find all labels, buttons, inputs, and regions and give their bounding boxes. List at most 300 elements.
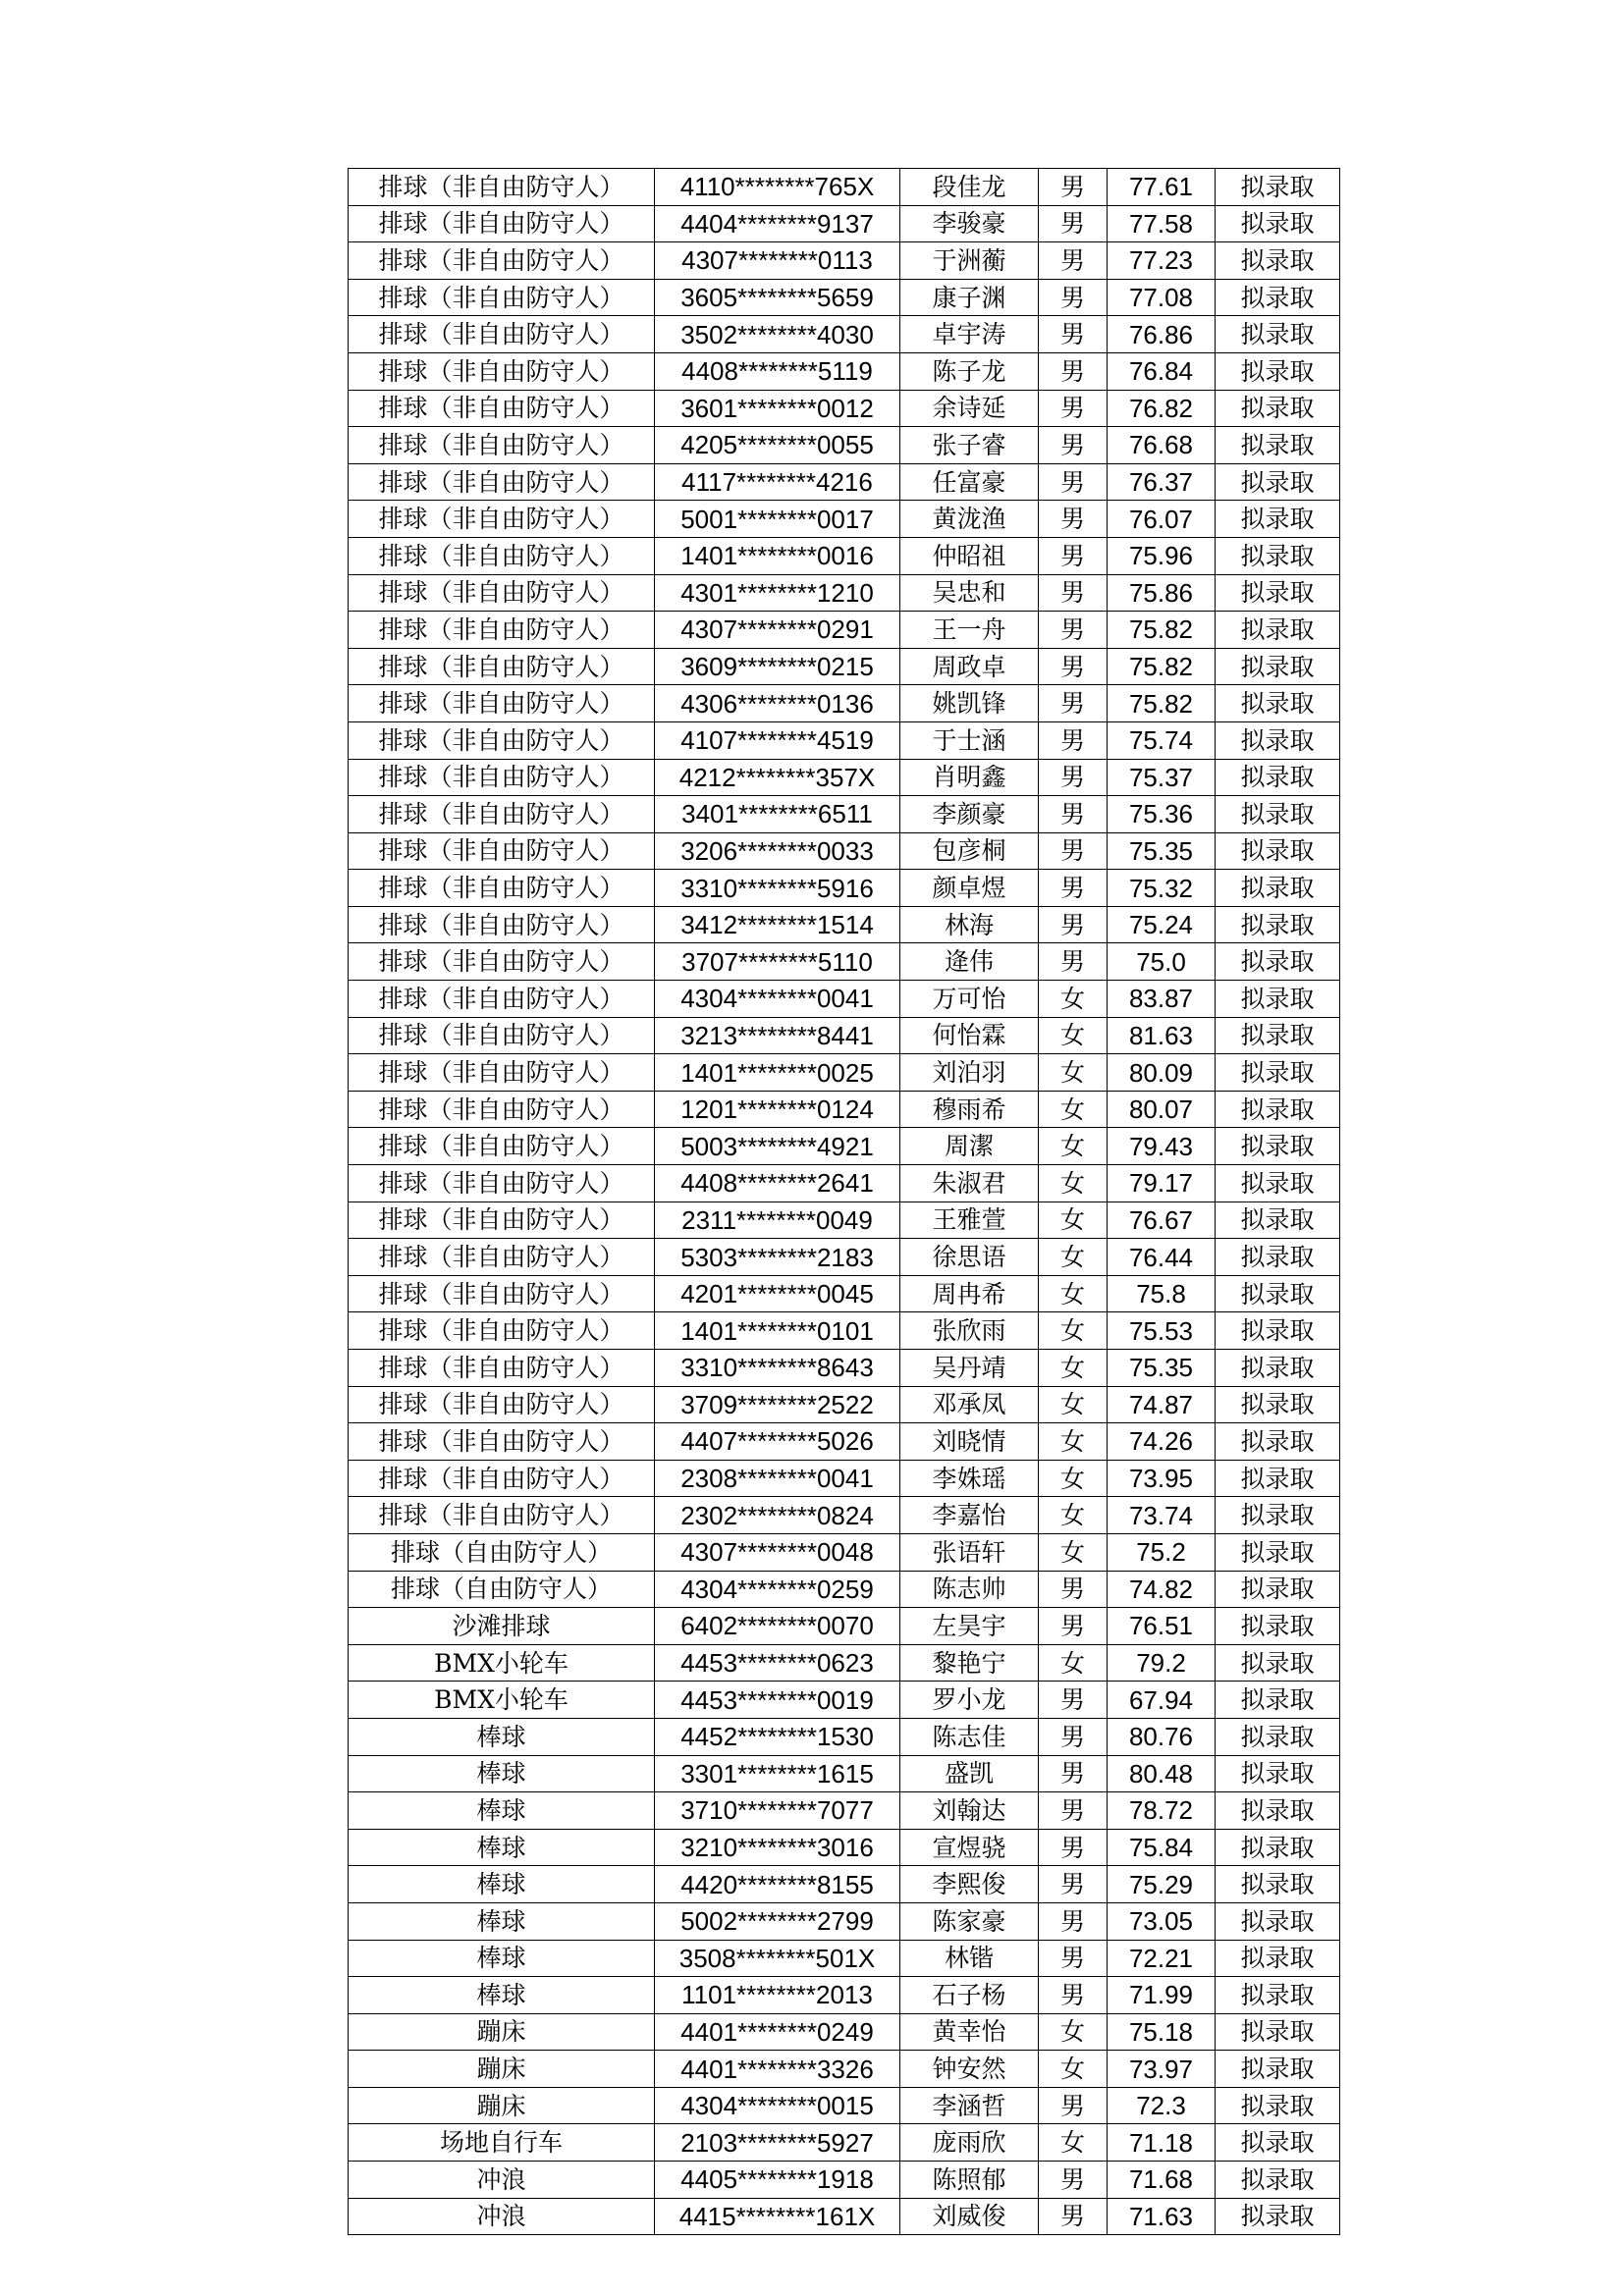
gender-cell: 男: [1039, 316, 1108, 353]
sport-cell: 排球（非自由防守人）: [349, 943, 655, 981]
table-row: [349, 1165, 1340, 1202]
score-cell: 74.82: [1108, 1571, 1216, 1608]
score-cell: 75.35: [1108, 832, 1216, 870]
table-row: [349, 1312, 1340, 1350]
score-cell: 75.18: [1108, 2013, 1216, 2051]
score-cell: 71.18: [1108, 2124, 1216, 2162]
score-cell: 77.58: [1108, 205, 1216, 242]
table-row: [349, 1755, 1340, 1792]
status-cell: 拟录取: [1216, 1054, 1340, 1092]
table-row: [349, 2162, 1340, 2199]
table-row: [349, 1571, 1340, 1608]
score-cell: 74.26: [1108, 1423, 1216, 1461]
name-cell: 于士涵: [900, 721, 1039, 759]
sport-cell: 棒球: [349, 1902, 655, 1940]
score-cell: 80.48: [1108, 1755, 1216, 1792]
status-cell: 拟录取: [1216, 1312, 1340, 1350]
gender-cell: 男: [1039, 2198, 1108, 2235]
score-cell: 73.05: [1108, 1902, 1216, 1940]
gender-cell: 女: [1039, 1128, 1108, 1165]
status-cell: 拟录取: [1216, 390, 1340, 427]
score-cell: 78.72: [1108, 1792, 1216, 1830]
table-row: [349, 685, 1340, 722]
status-cell: 拟录取: [1216, 943, 1340, 981]
score-cell: 79.2: [1108, 1644, 1216, 1682]
gender-cell: 男: [1039, 537, 1108, 574]
name-cell: 宣煜骁: [900, 1829, 1039, 1866]
name-cell: 万可怡: [900, 981, 1039, 1018]
sport-cell: 排球（非自由防守人）: [349, 1239, 655, 1276]
status-cell: 拟录取: [1216, 169, 1340, 206]
gender-cell: 男: [1039, 1608, 1108, 1645]
id-number-cell: 3707********5110: [655, 943, 900, 981]
name-cell: 李姝瑶: [900, 1460, 1039, 1497]
table-row: [349, 832, 1340, 870]
score-cell: 75.36: [1108, 796, 1216, 833]
sport-cell: 棒球: [349, 1940, 655, 1977]
score-cell: 75.35: [1108, 1350, 1216, 1387]
name-cell: 林海: [900, 906, 1039, 943]
id-number-cell: 5001********0017: [655, 501, 900, 538]
id-number-cell: 1101********2013: [655, 1977, 900, 2014]
table-row: [349, 721, 1340, 759]
table-row: [349, 574, 1340, 612]
table-row: [349, 427, 1340, 464]
status-cell: 拟录取: [1216, 1718, 1340, 1755]
id-number-cell: 3401********6511: [655, 796, 900, 833]
gender-cell: 男: [1039, 1571, 1108, 1608]
table-row: [349, 242, 1340, 280]
status-cell: 拟录取: [1216, 352, 1340, 390]
gender-cell: 男: [1039, 1977, 1108, 2014]
status-cell: 拟录取: [1216, 1571, 1340, 1608]
id-number-cell: 3601********0012: [655, 390, 900, 427]
status-cell: 拟录取: [1216, 1460, 1340, 1497]
score-cell: 76.82: [1108, 390, 1216, 427]
status-cell: 拟录取: [1216, 1165, 1340, 1202]
table-row: [349, 390, 1340, 427]
sport-cell: 排球（非自由防守人）: [349, 612, 655, 649]
status-cell: 拟录取: [1216, 1644, 1340, 1682]
sport-cell: 排球（非自由防守人）: [349, 648, 655, 685]
name-cell: 吴忠和: [900, 574, 1039, 612]
sport-cell: 蹦床: [349, 2087, 655, 2124]
id-number-cell: 4407********5026: [655, 1423, 900, 1461]
sport-cell: 排球（非自由防守人）: [349, 537, 655, 574]
status-cell: 拟录取: [1216, 832, 1340, 870]
score-cell: 77.08: [1108, 279, 1216, 316]
score-cell: 75.84: [1108, 1829, 1216, 1866]
id-number-cell: 4107********4519: [655, 721, 900, 759]
status-cell: 拟录取: [1216, 1497, 1340, 1534]
id-number-cell: 4205********0055: [655, 427, 900, 464]
score-cell: 76.68: [1108, 427, 1216, 464]
sport-cell: 排球（非自由防守人）: [349, 242, 655, 280]
score-cell: 75.32: [1108, 870, 1216, 907]
status-cell: 拟录取: [1216, 1533, 1340, 1571]
gender-cell: 男: [1039, 1792, 1108, 1830]
status-cell: 拟录取: [1216, 316, 1340, 353]
table-row: [349, 279, 1340, 316]
score-cell: 75.37: [1108, 759, 1216, 796]
score-cell: 75.74: [1108, 721, 1216, 759]
table-row: [349, 1275, 1340, 1312]
table-row: [349, 1460, 1340, 1497]
status-cell: 拟录取: [1216, 648, 1340, 685]
gender-cell: 女: [1039, 2013, 1108, 2051]
status-cell: 拟录取: [1216, 1608, 1340, 1645]
sport-cell: 排球（非自由防守人）: [349, 1460, 655, 1497]
status-cell: 拟录取: [1216, 1682, 1340, 1719]
score-cell: 72.21: [1108, 1940, 1216, 1977]
gender-cell: 女: [1039, 1017, 1108, 1054]
status-cell: 拟录取: [1216, 981, 1340, 1018]
sport-cell: 排球（非自由防守人）: [349, 279, 655, 316]
table-row: [349, 1350, 1340, 1387]
gender-cell: 男: [1039, 685, 1108, 722]
name-cell: 左昊宇: [900, 1608, 1039, 1645]
name-cell: 何怡霖: [900, 1017, 1039, 1054]
id-number-cell: 4401********3326: [655, 2051, 900, 2088]
table-row: [349, 1866, 1340, 1903]
status-cell: 拟录取: [1216, 205, 1340, 242]
sport-cell: 排球（非自由防守人）: [349, 1497, 655, 1534]
table-row: [349, 612, 1340, 649]
status-cell: 拟录取: [1216, 1350, 1340, 1387]
sport-cell: 排球（非自由防守人）: [349, 169, 655, 206]
table-row: [349, 2198, 1340, 2235]
sport-cell: 排球（非自由防守人）: [349, 316, 655, 353]
table-row: [349, 1792, 1340, 1830]
table-row: [349, 1533, 1340, 1571]
gender-cell: 女: [1039, 1091, 1108, 1128]
id-number-cell: 2103********5927: [655, 2124, 900, 2162]
id-number-cell: 3605********5659: [655, 279, 900, 316]
sport-cell: 冲浪: [349, 2162, 655, 2199]
sport-cell: 棒球: [349, 1755, 655, 1792]
id-number-cell: 5002********2799: [655, 1902, 900, 1940]
sport-cell: 排球（非自由防守人）: [349, 1128, 655, 1165]
sport-cell: 排球（非自由防守人）: [349, 1054, 655, 1092]
score-cell: 80.07: [1108, 1091, 1216, 1128]
name-cell: 钟安然: [900, 2051, 1039, 2088]
table-row: [349, 2051, 1340, 2088]
name-cell: 吴丹靖: [900, 1350, 1039, 1387]
score-cell: 71.63: [1108, 2198, 1216, 2235]
status-cell: 拟录取: [1216, 685, 1340, 722]
id-number-cell: 4415********161X: [655, 2198, 900, 2235]
score-cell: 79.43: [1108, 1128, 1216, 1165]
status-cell: 拟录取: [1216, 1940, 1340, 1977]
sport-cell: 排球（非自由防守人）: [349, 1386, 655, 1423]
table-row: [349, 1054, 1340, 1092]
gender-cell: 男: [1039, 1902, 1108, 1940]
table-row: [349, 537, 1340, 574]
status-cell: 拟录取: [1216, 870, 1340, 907]
name-cell: 林锴: [900, 1940, 1039, 1977]
gender-cell: 男: [1039, 463, 1108, 501]
sport-cell: 棒球: [349, 1718, 655, 1755]
score-cell: 74.87: [1108, 1386, 1216, 1423]
score-cell: 75.2: [1108, 1533, 1216, 1571]
gender-cell: 男: [1039, 1940, 1108, 1977]
status-cell: 拟录取: [1216, 1239, 1340, 1276]
sport-cell: 棒球: [349, 1829, 655, 1866]
status-cell: 拟录取: [1216, 759, 1340, 796]
id-number-cell: 3301********1615: [655, 1755, 900, 1792]
score-cell: 76.07: [1108, 501, 1216, 538]
sport-cell: 排球（非自由防守人）: [349, 759, 655, 796]
status-cell: 拟录取: [1216, 2198, 1340, 2235]
name-cell: 石子杨: [900, 1977, 1039, 2014]
id-number-cell: 3709********2522: [655, 1386, 900, 1423]
sport-cell: 排球（非自由防守人）: [349, 352, 655, 390]
id-number-cell: 4306********0136: [655, 685, 900, 722]
id-number-cell: 3710********7077: [655, 1792, 900, 1830]
sport-cell: 排球（非自由防守人）: [349, 1091, 655, 1128]
sport-cell: 排球（非自由防守人）: [349, 1350, 655, 1387]
table-row: [349, 1386, 1340, 1423]
id-number-cell: 2302********0824: [655, 1497, 900, 1534]
table-row: [349, 2013, 1340, 2051]
id-number-cell: 4408********5119: [655, 352, 900, 390]
table-row: [349, 1608, 1340, 1645]
score-cell: 73.74: [1108, 1497, 1216, 1534]
name-cell: 邓承凤: [900, 1386, 1039, 1423]
status-cell: 拟录取: [1216, 1091, 1340, 1128]
id-number-cell: 4453********0623: [655, 1644, 900, 1682]
gender-cell: 男: [1039, 1755, 1108, 1792]
name-cell: 刘泊羽: [900, 1054, 1039, 1092]
name-cell: 陈志佳: [900, 1718, 1039, 1755]
gender-cell: 女: [1039, 981, 1108, 1018]
id-number-cell: 4405********1918: [655, 2162, 900, 2199]
status-cell: 拟录取: [1216, 1792, 1340, 1830]
gender-cell: 男: [1039, 2087, 1108, 2124]
score-cell: 75.82: [1108, 648, 1216, 685]
id-number-cell: 2308********0041: [655, 1460, 900, 1497]
name-cell: 肖明鑫: [900, 759, 1039, 796]
gender-cell: 男: [1039, 796, 1108, 833]
name-cell: 段佳龙: [900, 169, 1039, 206]
id-number-cell: 3609********0215: [655, 648, 900, 685]
gender-cell: 女: [1039, 1644, 1108, 1682]
score-cell: 83.87: [1108, 981, 1216, 1018]
status-cell: 拟录取: [1216, 1275, 1340, 1312]
score-cell: 81.63: [1108, 1017, 1216, 1054]
sport-cell: 排球（非自由防守人）: [349, 1017, 655, 1054]
gender-cell: 男: [1039, 1718, 1108, 1755]
name-cell: 余诗延: [900, 390, 1039, 427]
gender-cell: 男: [1039, 648, 1108, 685]
status-cell: 拟录取: [1216, 906, 1340, 943]
id-number-cell: 3412********1514: [655, 906, 900, 943]
status-cell: 拟录取: [1216, 1423, 1340, 1461]
score-cell: 77.61: [1108, 169, 1216, 206]
table-row: [349, 1682, 1340, 1719]
name-cell: 卓宇涛: [900, 316, 1039, 353]
sport-cell: 排球（非自由防守人）: [349, 1423, 655, 1461]
name-cell: 陈照郁: [900, 2162, 1039, 2199]
name-cell: 李涵哲: [900, 2087, 1039, 2124]
score-cell: 75.53: [1108, 1312, 1216, 1350]
score-cell: 73.95: [1108, 1460, 1216, 1497]
id-number-cell: 4404********9137: [655, 205, 900, 242]
gender-cell: 女: [1039, 1423, 1108, 1461]
name-cell: 周潔: [900, 1128, 1039, 1165]
gender-cell: 男: [1039, 574, 1108, 612]
gender-cell: 女: [1039, 1533, 1108, 1571]
gender-cell: 男: [1039, 906, 1108, 943]
table-row: [349, 1017, 1340, 1054]
table-row: [349, 205, 1340, 242]
name-cell: 刘威俊: [900, 2198, 1039, 2235]
gender-cell: 男: [1039, 1829, 1108, 1866]
id-number-cell: 4307********0113: [655, 242, 900, 280]
gender-cell: 女: [1039, 1350, 1108, 1387]
status-cell: 拟录取: [1216, 2124, 1340, 2162]
sport-cell: 排球（自由防守人）: [349, 1571, 655, 1608]
table-row: [349, 1902, 1340, 1940]
gender-cell: 男: [1039, 1866, 1108, 1903]
id-number-cell: 3210********3016: [655, 1829, 900, 1866]
name-cell: 李熙俊: [900, 1866, 1039, 1903]
id-number-cell: 2311********0049: [655, 1201, 900, 1239]
sport-cell: 排球（非自由防守人）: [349, 796, 655, 833]
status-cell: 拟录取: [1216, 1902, 1340, 1940]
name-cell: 周政卓: [900, 648, 1039, 685]
id-number-cell: 1401********0025: [655, 1054, 900, 1092]
status-cell: 拟录取: [1216, 1866, 1340, 1903]
sport-cell: 排球（非自由防守人）: [349, 427, 655, 464]
id-number-cell: 4453********0019: [655, 1682, 900, 1719]
name-cell: 王一舟: [900, 612, 1039, 649]
sport-cell: 棒球: [349, 1977, 655, 2014]
id-number-cell: 3310********8643: [655, 1350, 900, 1387]
id-number-cell: 3502********4030: [655, 316, 900, 353]
id-number-cell: 5003********4921: [655, 1128, 900, 1165]
gender-cell: 女: [1039, 1275, 1108, 1312]
score-cell: 71.99: [1108, 1977, 1216, 2014]
sport-cell: BMX小轮车: [349, 1682, 655, 1719]
id-number-cell: 5303********2183: [655, 1239, 900, 1276]
id-number-cell: 4307********0048: [655, 1533, 900, 1571]
id-number-cell: 4304********0259: [655, 1571, 900, 1608]
score-cell: 76.67: [1108, 1201, 1216, 1239]
name-cell: 黄泷渔: [900, 501, 1039, 538]
status-cell: 拟录取: [1216, 796, 1340, 833]
table-row: [349, 316, 1340, 353]
gender-cell: 女: [1039, 2051, 1108, 2088]
name-cell: 王雅萱: [900, 1201, 1039, 1239]
sport-cell: 排球（非自由防守人）: [349, 390, 655, 427]
gender-cell: 男: [1039, 169, 1108, 206]
status-cell: 拟录取: [1216, 1386, 1340, 1423]
sport-cell: 排球（非自由防守人）: [349, 205, 655, 242]
name-cell: 朱淑君: [900, 1165, 1039, 1202]
table-row: [349, 501, 1340, 538]
name-cell: 于洲蘅: [900, 242, 1039, 280]
name-cell: 李颜豪: [900, 796, 1039, 833]
score-cell: 79.17: [1108, 1165, 1216, 1202]
table-row: [349, 2087, 1340, 2124]
score-cell: 76.51: [1108, 1608, 1216, 1645]
id-number-cell: 4307********0291: [655, 612, 900, 649]
sport-cell: 排球（自由防守人）: [349, 1533, 655, 1571]
score-cell: 75.24: [1108, 906, 1216, 943]
gender-cell: 女: [1039, 1201, 1108, 1239]
name-cell: 李嘉怡: [900, 1497, 1039, 1534]
table-row: [349, 648, 1340, 685]
score-cell: 72.3: [1108, 2087, 1216, 2124]
sport-cell: 排球（非自由防守人）: [349, 870, 655, 907]
status-cell: 拟录取: [1216, 2013, 1340, 2051]
id-number-cell: 1201********0124: [655, 1091, 900, 1128]
score-cell: 76.44: [1108, 1239, 1216, 1276]
score-cell: 71.68: [1108, 2162, 1216, 2199]
name-cell: 黎艳宁: [900, 1644, 1039, 1682]
gender-cell: 男: [1039, 390, 1108, 427]
status-cell: 拟录取: [1216, 574, 1340, 612]
id-number-cell: 4212********357X: [655, 759, 900, 796]
gender-cell: 男: [1039, 242, 1108, 280]
gender-cell: 男: [1039, 870, 1108, 907]
name-cell: 颜卓煜: [900, 870, 1039, 907]
status-cell: 拟录取: [1216, 1755, 1340, 1792]
name-cell: 罗小龙: [900, 1682, 1039, 1719]
score-cell: 75.82: [1108, 685, 1216, 722]
table-row: [349, 1977, 1340, 2014]
table-row: [349, 169, 1340, 206]
id-number-cell: 4452********1530: [655, 1718, 900, 1755]
gender-cell: 男: [1039, 352, 1108, 390]
score-cell: 80.76: [1108, 1718, 1216, 1755]
sport-cell: 蹦床: [349, 2013, 655, 2051]
table-row: [349, 981, 1340, 1018]
name-cell: 仲昭祖: [900, 537, 1039, 574]
gender-cell: 女: [1039, 1460, 1108, 1497]
sport-cell: 排球（非自由防守人）: [349, 906, 655, 943]
sport-cell: 冲浪: [349, 2198, 655, 2235]
gender-cell: 男: [1039, 501, 1108, 538]
gender-cell: 男: [1039, 721, 1108, 759]
gender-cell: 男: [1039, 943, 1108, 981]
sport-cell: 排球（非自由防守人）: [349, 981, 655, 1018]
gender-cell: 男: [1039, 2162, 1108, 2199]
name-cell: 陈家豪: [900, 1902, 1039, 1940]
gender-cell: 女: [1039, 1386, 1108, 1423]
name-cell: 穆雨希: [900, 1091, 1039, 1128]
table-row: [349, 759, 1340, 796]
status-cell: 拟录取: [1216, 427, 1340, 464]
id-number-cell: 4110********765X: [655, 169, 900, 206]
table-row: [349, 796, 1340, 833]
status-cell: 拟录取: [1216, 1977, 1340, 2014]
table-row: [349, 1718, 1340, 1755]
id-number-cell: 4408********2641: [655, 1165, 900, 1202]
name-cell: 姚凯锋: [900, 685, 1039, 722]
id-number-cell: 4201********0045: [655, 1275, 900, 1312]
name-cell: 周冉希: [900, 1275, 1039, 1312]
id-number-cell: 4301********1210: [655, 574, 900, 612]
name-cell: 黄幸怡: [900, 2013, 1039, 2051]
name-cell: 张语轩: [900, 1533, 1039, 1571]
id-number-cell: 3310********5916: [655, 870, 900, 907]
table-row: [349, 943, 1340, 981]
score-cell: 75.82: [1108, 612, 1216, 649]
name-cell: 张子睿: [900, 427, 1039, 464]
sport-cell: 排球（非自由防守人）: [349, 501, 655, 538]
